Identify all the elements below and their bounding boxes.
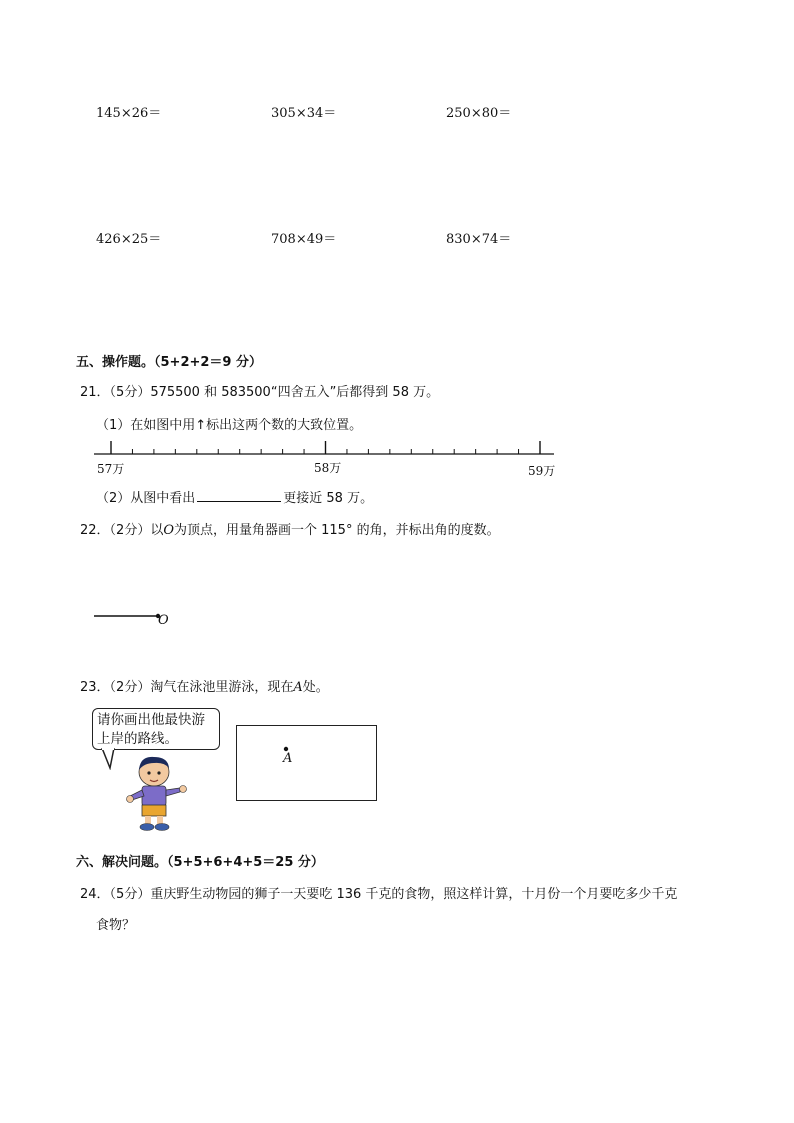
speech-bubble-text: 请你画出他最快游上岸的路线。 bbox=[97, 712, 205, 747]
q23-prefix: 23．（2分）淘气在泳池里游泳，现在 bbox=[80, 680, 294, 695]
pool-rectangle bbox=[236, 725, 377, 801]
calc-item: 305×34＝ bbox=[271, 106, 337, 121]
question-21-part1: （1）在如图中用↑标出这两个数的大致位置。 bbox=[96, 418, 363, 433]
point-a-label: A bbox=[283, 751, 293, 766]
answer-blank[interactable] bbox=[197, 489, 281, 502]
number-line-label: 59万 bbox=[528, 464, 556, 478]
q23-suffix: 处。 bbox=[302, 680, 329, 695]
section-title: 六、解决问题。（5+5+6+4+5＝25 分） bbox=[76, 855, 324, 870]
question-24-line2: 食物？ bbox=[96, 918, 136, 933]
speech-bubble bbox=[92, 708, 220, 750]
part2-suffix: 更接近 58 万。 bbox=[283, 491, 374, 506]
number-line-label: 57万 bbox=[97, 462, 125, 476]
question-21-part2 bbox=[96, 487, 373, 506]
question-22-stem bbox=[80, 519, 500, 538]
section-title: 五、操作题。（5+2+2＝9 分） bbox=[76, 355, 262, 370]
vertex-label: O bbox=[158, 613, 169, 628]
q22-suffix: 为顶点，用量角器画一个 115° 的角，并标出角的度数。 bbox=[174, 523, 500, 538]
calc-item: 708×49＝ bbox=[271, 232, 337, 247]
number-line-ticks bbox=[111, 441, 540, 454]
q22-var: O bbox=[163, 523, 174, 538]
q23-var: A bbox=[293, 680, 303, 695]
calc-item: 145×26＝ bbox=[96, 106, 162, 121]
calc-item: 250×80＝ bbox=[446, 106, 512, 121]
speech-bubble-tail bbox=[96, 748, 124, 770]
number-line-label: 58万 bbox=[314, 461, 342, 475]
question-24-line1: 24．（5分）重庆野生动物园的狮子一天要吃 136 千克的食物，照这样计算，十月份一个月要吃多少千克 bbox=[80, 887, 678, 902]
part2-prefix: （2）从图中看出 bbox=[96, 491, 196, 506]
boy-illustration bbox=[122, 752, 194, 832]
question-21-stem: 21．（5分）575500 和 583500“四舍五入”后都得到 58 万。 bbox=[80, 385, 440, 400]
q22-prefix: 22．（2分）以 bbox=[80, 523, 164, 538]
calc-item: 426×25＝ bbox=[96, 232, 162, 247]
question-23-stem bbox=[80, 676, 329, 695]
calc-item: 830×74＝ bbox=[446, 232, 512, 247]
